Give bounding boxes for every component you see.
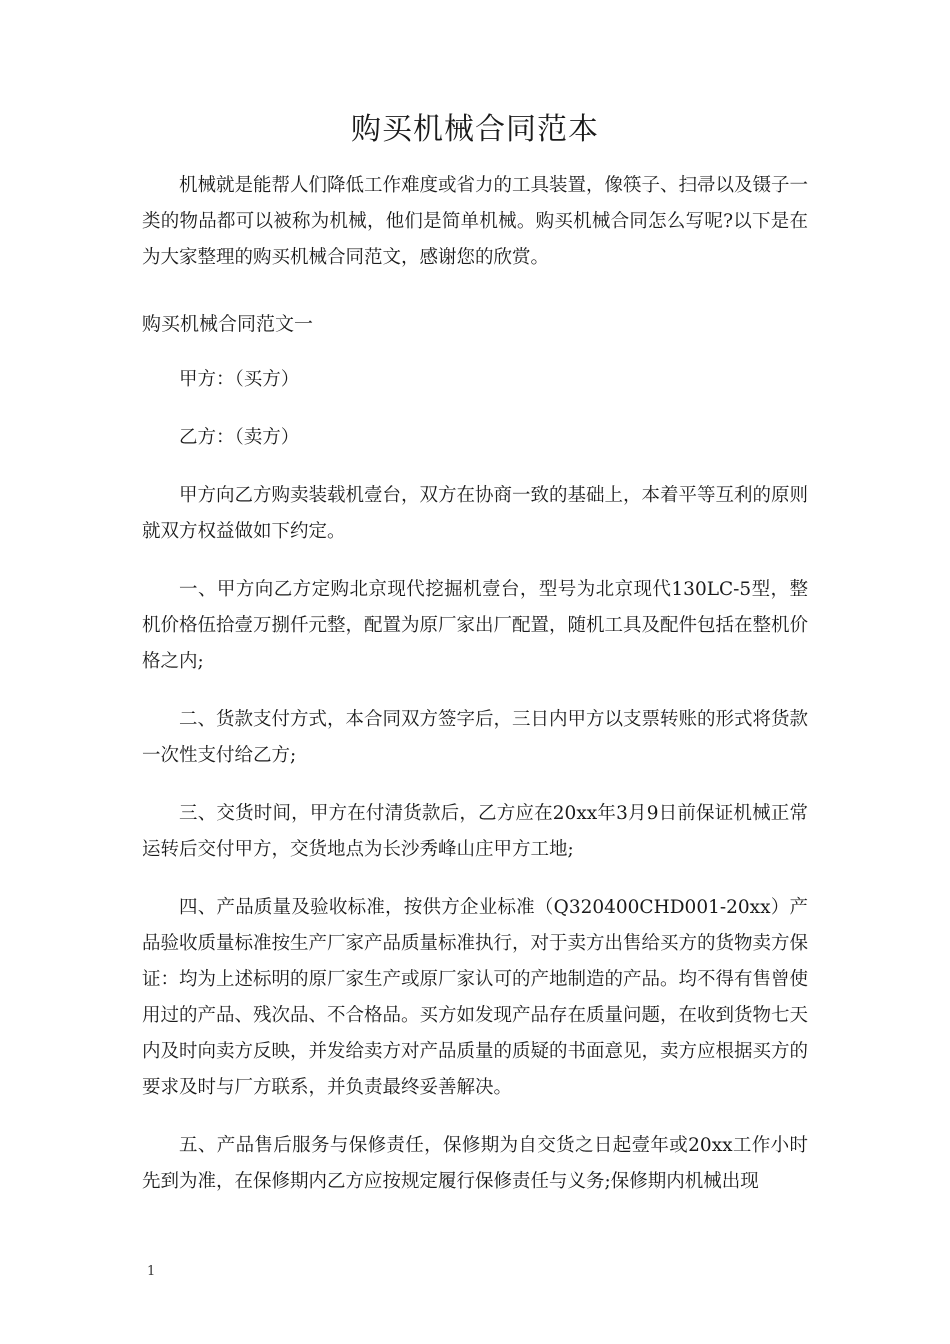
document-title: 购买机械合同范本: [351, 112, 599, 147]
party-a-line: 甲方：（买方）: [179, 369, 300, 390]
intro-paragraph: 机械就是能帮人们降低工作难度或省力的工具装置，像筷子、扫帚以及镊子一类的物品都可以被称为机械，他们是简单机械。购买机械合同怎么写呢?以下是在为大家整理的购买机械合同范文，感谢您的欣赏。: [142, 175, 809, 268]
clause-paragraph: 五、产品售后服务与保修责任，保修期为自交货之日起壹年或20xx工作小时先到为准，在保修期内乙方应按规定履行保修责任与义务;保修期内机械出现: [142, 1135, 808, 1192]
clause-paragraph: 二、货款支付方式，本合同双方签字后，三日内甲方以支票转账的形式将货款一次性支付给乙方;: [142, 709, 809, 766]
clause-paragraph: 一、甲方向乙方定购北京现代挖掘机壹台，型号为北京现代130LC-5型，整机价格伍拾壹万捌仟元整，配置为原厂家出厂配置，随机工具及配件包括在整机价格之内;: [142, 579, 809, 672]
section-heading: 购买机械合同范文一: [142, 313, 314, 335]
page-number: 1: [147, 1264, 156, 1279]
clause-paragraph: 四、产品质量及验收标准，按供方企业标准（Q320400CHD001-20xx）产品验收质量标准按生产厂家产品质量标准执行，对于卖方出售给买方的货物卖方保证：均为上述标明的原厂家生产或原厂家认可的产地制造的产品。均不得有售曾使用过的产品、残次品、不合格品。买方如发现产品存在质量问题，在收到货物七天内及时向卖方反映，并发给卖方对产品质量的质疑的书面意见，卖方应根据买方的要求及时与厂方联系，并负责最终妥善解决。: [142, 897, 809, 1098]
document-body: [142, 168, 808, 1222]
party-b-line: 乙方：（卖方）: [179, 427, 300, 448]
preamble-paragraph: 甲方向乙方购卖装载机壹台，双方在协商一致的基础上，本着平等互利的原则就双方权益做如下约定。: [142, 485, 809, 542]
clause-paragraph: 三、交货时间，甲方在付清货款后，乙方应在20xx年3月9日前保证机械正常运转后交付甲方，交货地点为长沙秀峰山庄甲方工地;: [142, 803, 808, 860]
